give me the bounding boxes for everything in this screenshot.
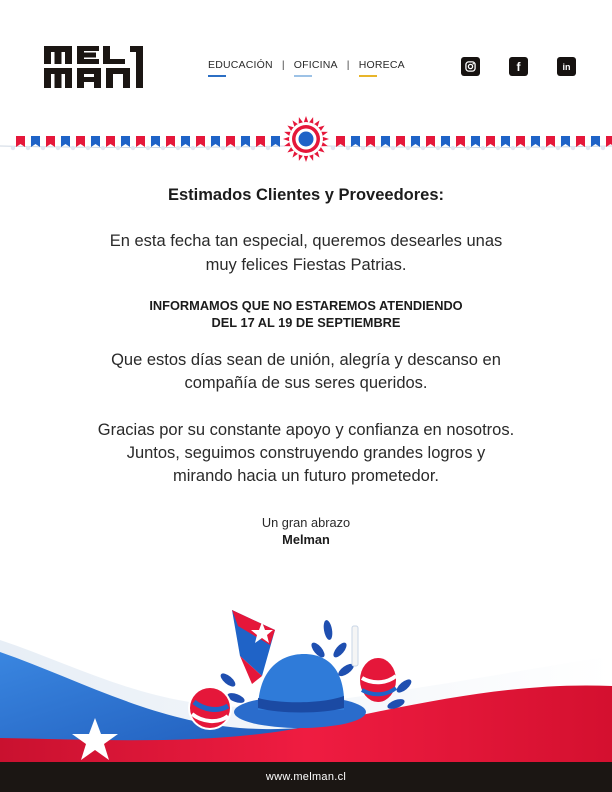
bunting-flag [136,136,145,147]
bunting-flag [396,136,405,147]
bunting-dot [191,146,195,150]
bunting-dot [391,146,395,150]
bunting-flag [411,136,420,147]
greeting-paragraph [0,229,612,277]
bunting-dot [56,146,60,150]
bunting-flag [381,136,390,147]
nav-item-oficina[interactable] [294,59,338,77]
fiestas-patrias-illustration [0,600,612,762]
text-line: INFORMAMOS QUE NO ESTAREMOS ATENDIENDO [149,298,463,313]
bunting-dot [466,146,470,150]
rosette-icon [283,116,329,162]
bunting-dot [131,146,135,150]
bunting-dot [266,146,270,150]
bunting-dot [346,146,350,150]
bunting-dot [86,146,90,150]
letter-body [0,186,612,548]
bunting-flag [61,136,70,147]
facebook-icon[interactable] [509,57,528,76]
bunting-flag [426,136,435,147]
bunting-flag [91,136,100,147]
text-line: Que estos días sean de unión, alegría y descanso en [111,351,501,369]
bunting-flag [531,136,540,147]
spinning-top-icon [352,626,396,702]
text-line: DEL 17 AL 19 DE SEPTIEMBRE [211,315,401,330]
bunting-dot [406,146,410,150]
header [0,0,612,110]
maraca-icon [188,686,232,730]
bunting-flag [441,136,450,147]
bunting-dot [376,146,380,150]
bunting-flag [241,136,250,147]
bunting-dot [526,146,530,150]
bunting-flag [16,136,25,147]
footer-bar [0,762,612,792]
bunting-flag [76,136,85,147]
bunting-dot [496,146,500,150]
bunting-flag [456,136,465,147]
thanks-paragraph [0,419,612,488]
instagram-glyph [465,61,476,72]
nav-separator: | [281,59,285,71]
bunting-dot [116,146,120,150]
bunting-flag [351,136,360,147]
bunting-flag [561,136,570,147]
bunting-flag [196,136,205,147]
text-line: En esta fecha tan especial, queremos desearles unas [109,232,503,250]
nav-underline [208,75,226,77]
bunting-dot [331,146,335,150]
text-line: Juntos, seguimos construyendo grandes logros y [126,444,486,462]
facebook-glyph: f [516,59,521,74]
bunting-flag [471,136,480,147]
bunting-dot [251,146,255,150]
bunting-dot [481,146,485,150]
bunting-dot [451,146,455,150]
bunting-dot [161,146,165,150]
bunting-dot [361,146,365,150]
nav-item-horeca[interactable] [359,59,405,77]
bunting-dot [146,146,150,150]
signature-block [0,514,612,548]
bunting-flag [151,136,160,147]
flag-bunting [0,113,612,168]
bunting-dot [176,146,180,150]
nav-item-label: EDUCACIÓN [208,59,273,71]
text-line: Gracias por su constante apoyo y confianza en nosotros. [97,421,515,439]
nav-underline [294,75,312,77]
bunting-dot [206,146,210,150]
nav-item-label: HORECA [358,59,405,71]
bunting-dot [71,146,75,150]
letter-heading: Estimados Clientes y Proveedores: [167,186,445,204]
bunting-flag [256,136,265,147]
bunting-dot [511,146,515,150]
bunting-flag [46,136,55,147]
bunting-flag [166,136,175,147]
bunting-dot [541,146,545,150]
bunting-dot [101,146,105,150]
bunting-flag [366,136,375,147]
bunting-flag [516,136,525,147]
bunting-flag [121,136,130,147]
bunting-flag [336,136,345,147]
website-link[interactable]: www.melman.cl [265,771,347,783]
melman-logo[interactable] [44,44,146,90]
main-nav [208,59,405,77]
wishes-paragraph [0,349,612,395]
bunting-dot [221,146,225,150]
bunting-dot [421,146,425,150]
bunting-flag [106,136,115,147]
closure-notice [0,297,612,331]
bunting-dot [571,146,575,150]
bunting-flag [576,136,585,147]
nav-item-educacion[interactable] [208,59,273,77]
text-line: compañía de sus seres queridos. [184,374,428,392]
nav-underline [359,75,377,77]
linkedin-glyph: in [562,61,571,72]
bunting-flag [226,136,235,147]
bunting-dot [556,146,560,150]
bunting-dot [26,146,30,150]
signature-name: Melman [282,532,330,547]
text-line: mirando hacia un futuro prometedor. [173,467,439,485]
text-line: muy felices Fiestas Patrias. [205,256,407,274]
bunting-flag [501,136,510,147]
linkedin-icon[interactable] [557,57,576,76]
instagram-icon[interactable] [461,57,480,76]
bunting-dot [586,146,590,150]
bunting-flag [31,136,40,147]
bunting-flag [591,136,600,147]
bunting-flag [606,136,612,147]
bunting-dot [11,146,15,150]
bunting-dot [601,146,605,150]
bunting-dot [41,146,45,150]
social-links [461,57,576,76]
nav-item-label: OFICINA [293,59,338,71]
bunting-flag [211,136,220,147]
bunting-flag [181,136,190,147]
bunting-flag [271,136,280,147]
bunting-flag [486,136,495,147]
bunting-dot [436,146,440,150]
nav-separator: | [346,59,350,71]
bunting-flag [546,136,555,147]
bunting-dot [236,146,240,150]
closing-text: Un gran abrazo [261,515,351,530]
